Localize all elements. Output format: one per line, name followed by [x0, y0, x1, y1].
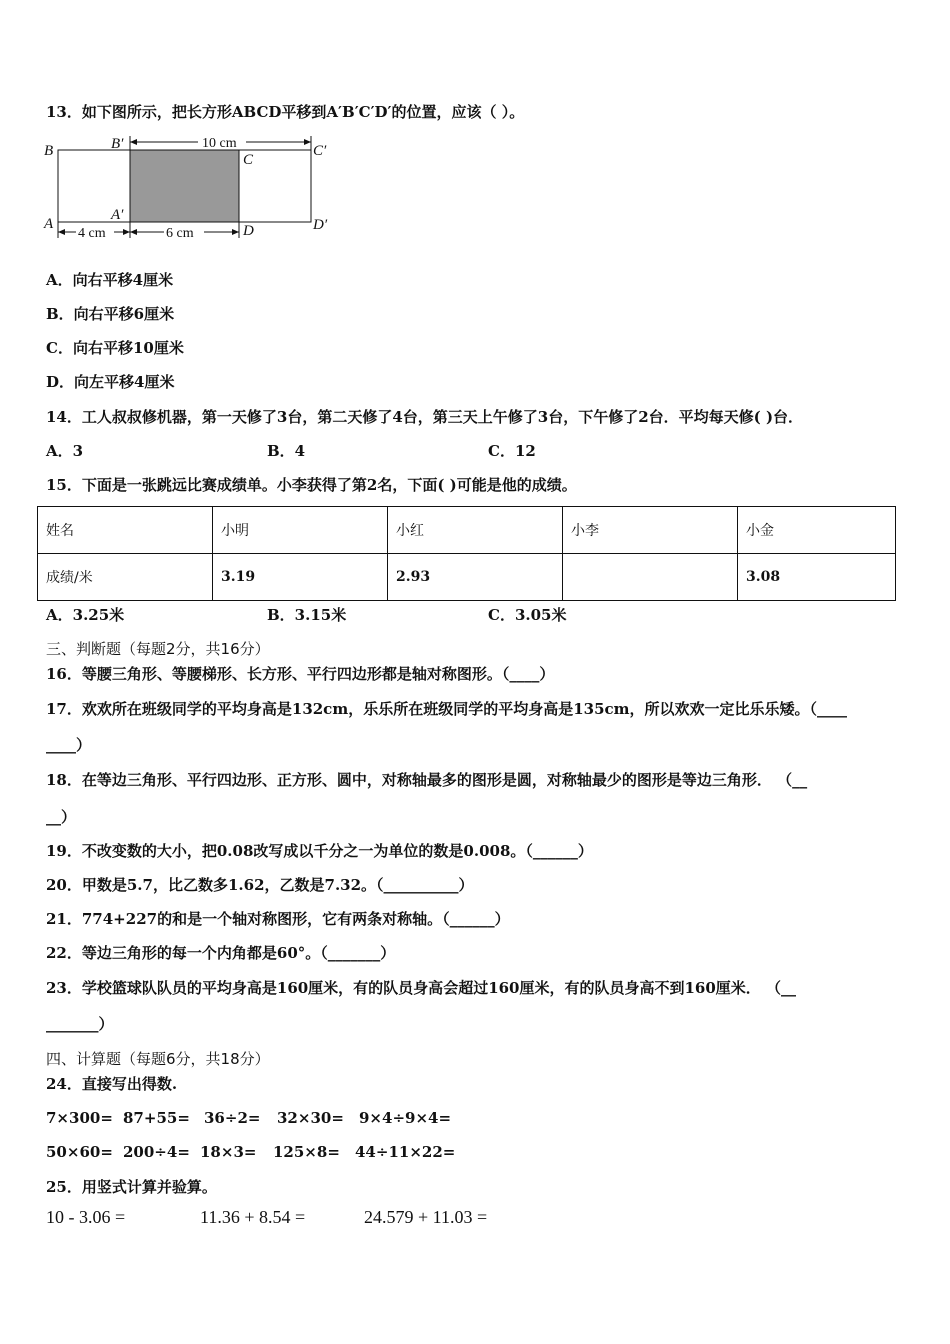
table-header-cell: 姓名	[38, 507, 213, 554]
q25-expr: 24.579 + 11.03 =	[364, 1207, 488, 1227]
q19: 19．不改变数的大小，把0.08改写成以千分之一为单位的数是0.008。（______）	[46, 842, 593, 860]
label-D: D	[243, 223, 254, 239]
label-C-prime: C′	[313, 143, 327, 159]
table-row	[38, 554, 896, 601]
q13-option-a: A．向右平移4厘米	[46, 271, 174, 289]
dim-mid-label: 6 cm	[166, 226, 194, 241]
q24-expr: 7×300=	[46, 1109, 113, 1127]
q13-option-d: D．向左平移4厘米	[46, 373, 175, 391]
q13-option-b: B．向右平移6厘米	[46, 305, 175, 323]
arrow-top-right	[304, 139, 311, 145]
q13-option-c: C．向右平移10厘米	[46, 339, 184, 357]
table-cell: 3.19	[213, 554, 388, 601]
label-B-prime: B′	[111, 136, 124, 152]
shaded-overlap	[130, 150, 239, 222]
table-header-cell: 小明	[213, 507, 388, 554]
q24-expr: 44÷11×22=	[355, 1143, 456, 1161]
q24-expr: 87+55=	[123, 1109, 190, 1127]
q14-stem: 14．工人叔叔修机器，第一天修了3台，第二天修了4台，第三天上午修了3台，下午修了2台．平均每天修( )台．	[46, 408, 804, 426]
q25-expr: 10 - 3.06 =	[46, 1207, 126, 1227]
score-table	[37, 506, 896, 601]
label-D-prime: D′	[313, 217, 328, 233]
label-A: A	[44, 216, 54, 232]
table-header-cell: 小李	[563, 507, 738, 554]
section-4-title: 四、计算题（每题6分，共18分）	[46, 1050, 270, 1068]
dim-left-label: 4 cm	[78, 226, 106, 241]
table-cell: 3.08	[738, 554, 896, 601]
q14-option-b: B．4	[267, 442, 306, 460]
q15-option-c: C．3.05米	[488, 606, 567, 624]
q15-option-a: A．3.25米	[46, 606, 125, 624]
arrow-bottom-mid-right	[130, 229, 137, 235]
table-header-cell: 小金	[738, 507, 896, 554]
q13-stem: 13．如下图所示，把长方形ABCD平移到A′B′C′D′的位置，应该（ ）。	[46, 103, 525, 121]
section-3-title: 三、判断题（每题2分，共16分）	[46, 640, 270, 658]
q24-expr: 32×30=	[277, 1109, 344, 1127]
arrow-top-left	[130, 139, 137, 145]
q14-option-a: A．3	[46, 442, 84, 460]
q24-expr: 18×3=	[200, 1143, 257, 1161]
q24-expr: 125×8=	[273, 1143, 340, 1161]
q18: 18．在等边三角形、平行四边形、正方形、圆中，对称轴最多的图形是圆，对称轴最少的图形是等边三角形． （__	[46, 771, 808, 789]
q21: 21．774+227的和是一个轴对称图形，它有两条对称轴。（______）	[46, 910, 510, 928]
q24-expr: 36÷2=	[204, 1109, 261, 1127]
q24-expr: 50×60=	[46, 1143, 113, 1161]
q17: 17．欢欢所在班级同学的平均身高是132cm，乐乐所在班级同学的平均身高是135cm，所以欢欢一定比乐乐矮。（____	[46, 700, 848, 718]
table-header-cell: 小红	[388, 507, 563, 554]
arrow-bottom-right	[232, 229, 239, 235]
dim-top-label: 10 cm	[202, 136, 237, 151]
label-B: B	[44, 143, 54, 159]
label-A-prime: A′	[111, 207, 124, 223]
q18-cont: __）	[46, 808, 77, 826]
q20: 20．甲数是5.7，比乙数多1.62，乙数是7.32。（__________）	[46, 876, 474, 894]
q25-expr: 11.36 + 8.54 =	[200, 1207, 306, 1227]
q22: 22．等边三角形的每一个内角都是60°。（_______）	[46, 944, 396, 962]
q24-expr: 9×4÷9×4=	[359, 1109, 452, 1127]
q24-expr: 200÷4=	[123, 1143, 190, 1161]
q17-cont: ____）	[46, 736, 92, 754]
q23-cont: _______）	[46, 1015, 114, 1033]
q15-stem: 15．下面是一张跳远比赛成绩单。小李获得了第2名，下面( )可能是他的成绩。	[46, 476, 577, 494]
table-cell-empty	[563, 554, 738, 601]
q23: 23．学校篮球队队员的平均身高是160厘米，有的队员身高会超过160厘米，有的队员身高不到160厘米． （__	[46, 979, 797, 997]
q15-option-b: B．3.15米	[267, 606, 347, 624]
label-C: C	[243, 152, 254, 168]
table-cell: 成绩/米	[38, 554, 213, 601]
q14-option-c: C．12	[488, 442, 536, 460]
q16: 16．等腰三角形、等腰梯形、长方形、平行四边形都是轴对称图形。（____）	[46, 665, 555, 683]
table-cell: 2.93	[388, 554, 563, 601]
table-row	[38, 507, 896, 554]
arrow-bottom-mid-left	[123, 229, 130, 235]
translation-figure	[40, 132, 340, 244]
q25-stem: 25．用竖式计算并验算。	[46, 1178, 217, 1196]
q24-stem: 24．直接写出得数.	[46, 1075, 178, 1093]
arrow-bottom-left	[58, 229, 65, 235]
